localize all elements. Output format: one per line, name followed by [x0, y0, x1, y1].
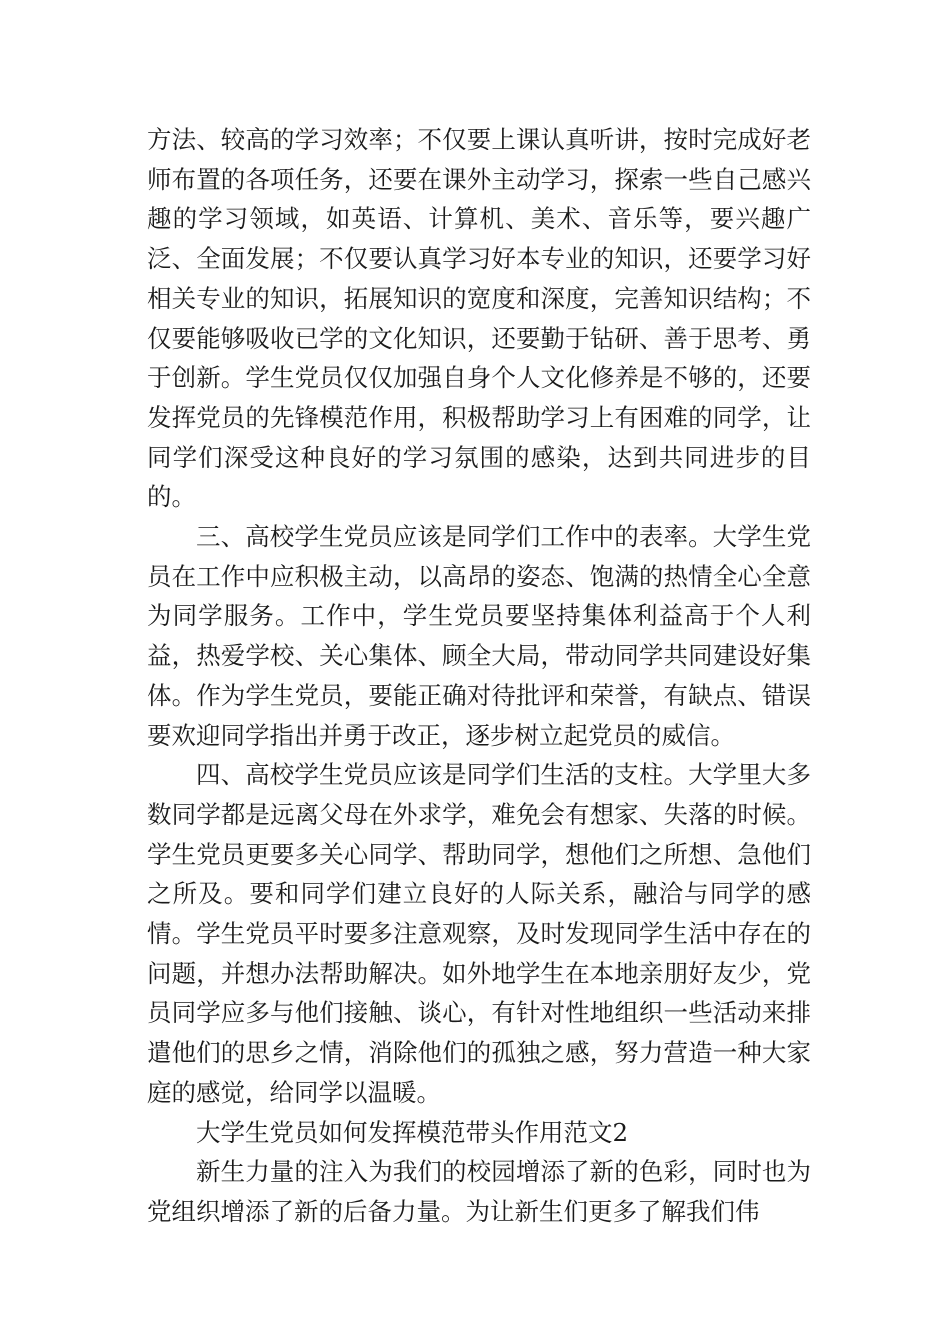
paragraph-article-two-intro: 新生力量的注入为我们的校园增添了新的色彩，同时也为党组织增添了新的后备力量。为让新生们更多了解我们伟	[147, 1157, 811, 1226]
paragraph-section-four: 四、高校学生党员应该是同学们生活的支柱。大学里大多数同学都是远离父母在外求学，难免会有想家、失落的时候。学生党员更要多关心同学、帮助同学，想他们之所想、急他们之所及。要和同学们建立良好的人际关系，融洽与同学的感情。学生党员平时要多注意观察，及时发现同学生活中存在的问题，并想办法帮助解决。如外地学生在本地亲朋好友少，党员同学应多与他们接触、谈心，有针对性地组织一些活动来排遣他们的思乡之情，消除他们的孤独之感，努力营造一种大家庭的感觉，给同学以温暖。	[147, 760, 811, 1107]
paragraph-continuation: 方法、较高的学习效率；不仅要上课认真听讲，按时完成好老师布置的各项任务，还要在课外主动学习，探索一些自己感兴趣的学习领域，如英语、计算机、美术、音乐等，要兴趣广泛、全面发展；不仅要认真学习好本专业的知识，还要学习好相关专业的知识，拓展知识的宽度和深度，完善知识结构；不仅要能够吸收已学的文化知识，还要勤于钻研、善于思考、勇于创新。学生党员仅仅加强自身个人文化修养是不够的，还要发挥党员的先锋模范作用，积极帮助学习上有困难的同学，让同学们深受这种良好的学习氛围的感染，达到共同进步的目的。	[147, 125, 811, 512]
paragraph-section-three: 三、高校学生党员应该是同学们工作中的表率。大学生党员在工作中应积极主动，以高昂的姿态、饱满的热情全心全意为同学服务。工作中，学生党员要坚持集体利益高于个人利益，热爱学校、关心集体、顾全大局，带动同学共同建设好集体。作为学生党员，要能正确对待批评和荣誉，有缺点、错误要欢迎同学指出并勇于改正，逐步树立起党员的威信。	[147, 522, 811, 750]
document-body	[147, 120, 811, 1232]
article-heading: 大学生党员如何发挥模范带头作用范文2	[196, 1117, 629, 1147]
